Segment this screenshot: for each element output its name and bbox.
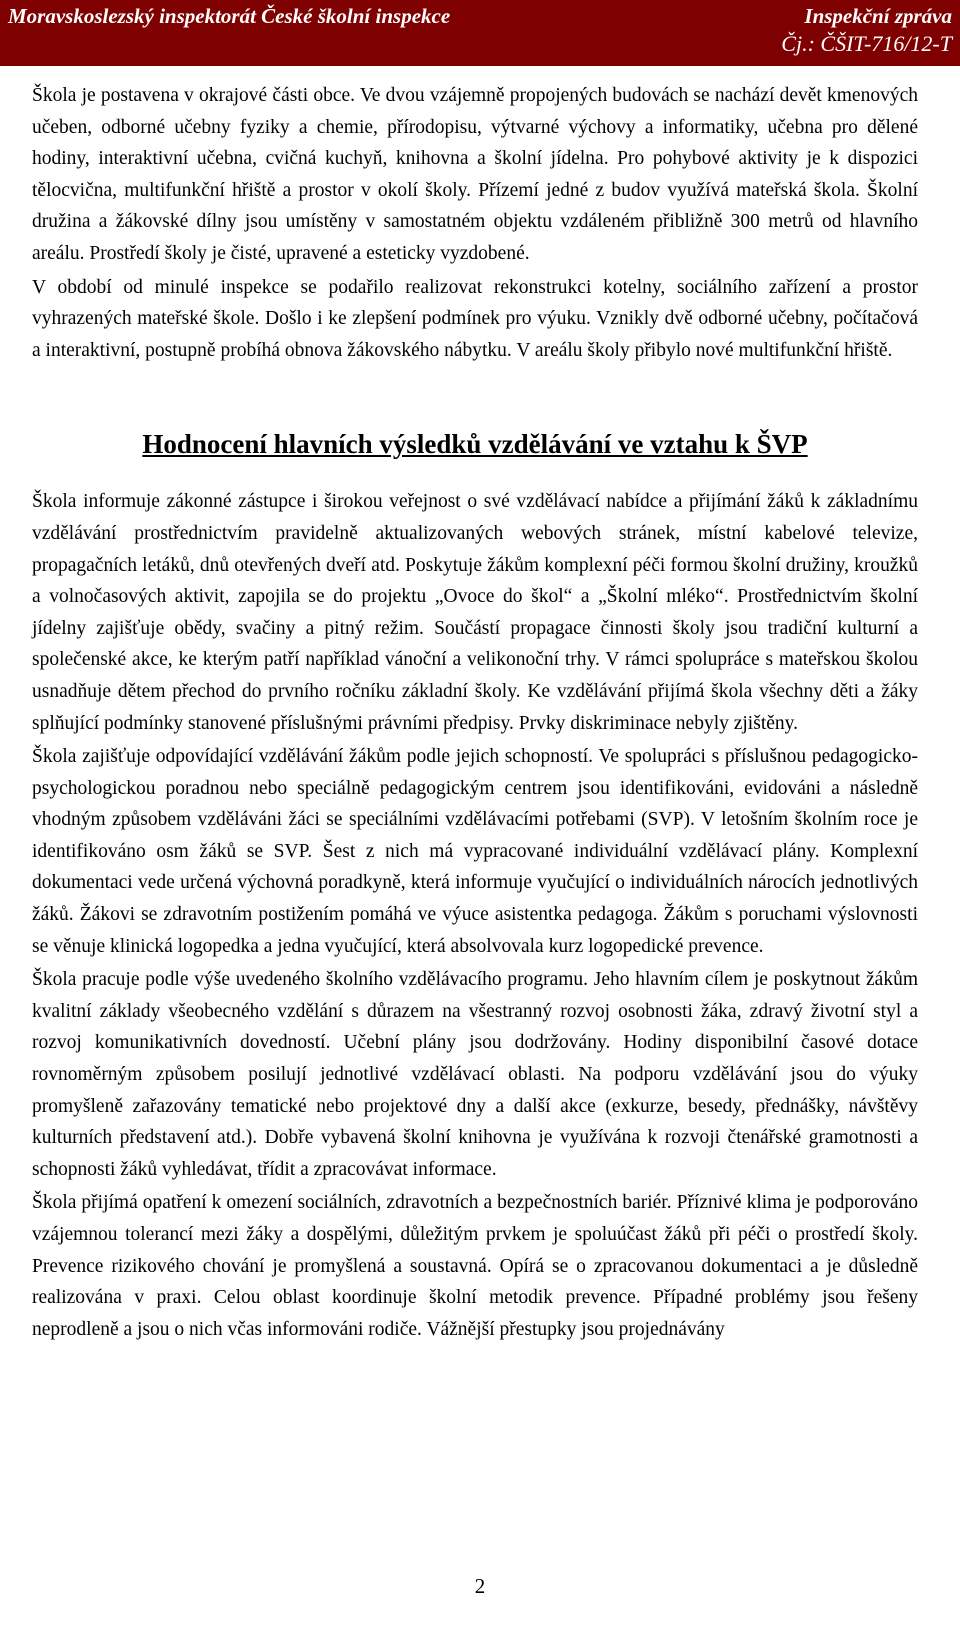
paragraph: Škola přijímá opatření k omezení sociálních, zdravotních a bezpečnostních bariér. Příznivé klima je podporováno vzájemnou tolerancí mezi žáky a dospělými, důležitým prvkem je spoluúčast žáků při péči o prostředí školy. Prevence rizikového chování je promyšlená a soustavná. Opírá se o zpracovanou dokumentaci a je důsledně realizována v praxi. Celou oblast koordinuje školní metodik prevence. Případné problémy jsou řešeny neprodleně a jsou o nich včas informováni rodiče. Vážnější přestupky jsou projednávány [32,1192,918,1340]
header-institution: Moravskoslezský inspektorát České školní inspekce [8,4,451,28]
paragraph: Škola pracuje podle výše uvedeného školního vzdělávacího programu. Jeho hlavním cílem je poskytnout žákům kvalitní základy všeobecného vzdělání s důrazem na všestranný rozvoj osobnosti žáka, zdravý životní styl a rozvoj komunikativních dovedností. Učební plány jsou dodržovány. Hodiny disponibilní časové dotace rovnoměrným způsobem posilují jednotlivé vzdělávací oblasti. Na podporu vzdělávání jsou do výuky promyšleně zařazovány tematické nebo projektové dny a další akce (exkurze, besedy, přednášky, návštěvy kulturních představení atd.). Dobře vybavená školní knihovna je využívána k rozvoji čtenářské gramotnosti a schopnosti žáků vyhledávat, třídit a zpracovávat informace. [32,969,918,1180]
paragraph: Škola zajišťuje odpovídající vzdělávání žákům podle jejich schopností. Ve spolupráci s příslušnou pedagogicko-psychologickou poradnou nebo speciálně pedagogickým centrem jsou identifikováni, evidováni a následně vhodným způsobem vzděláváni žáci se speciálními vzdělávacími potřebami (SVP). V letošním školním roce je identifikováno osm žáků se SVP. Šest z nich má vypracované individuální vzdělávací plány. Komplexní dokumentaci vede určená výchovná poradkyně, která informuje vyučující o individuálních nárocích jednotlivých žáků. Žákovi se zdravotním postižením pomáhá ve výuce asistentka pedagoga. Žákům s poruchami výslovnosti se věnuje klinická logopedka a jedna vyučující, která absolvovala kurz logopedické prevence. [32,746,918,957]
header-reference-number: Čj.: ČŠIT-716/12-T [781,31,952,56]
paragraph: Škola informuje zákonné zástupce i širokou veřejnost o své vzdělávací nabídce a přijímání žáků k základnímu vzdělávání prostřednictvím pravidelně aktualizovaných webových stránek, místní kabelové televize, propagačních letáků, dnů otevřených dveří atd. Poskytuje žákům komplexní péči formou školní družiny, kroužků a volnočasových aktivit, zapojila se do projektu „Ovoce do škol“ a „Školní mléko“. Prostřednictvím školní jídelny zajišťuje obědy, svačiny a pitný režim. Součástí propagace činnosti školy jsou tradiční kulturní a společenské akce, ke kterým patří například vánoční a velikonoční trhy. V rámci spolupráce s mateřskou školou usnadňuje dětem přechod do prvního ročníku základní školy. Ke vzdělávání přijímá škola všechny děti a žáky splňující podmínky stanovené příslušnými právními předpisy. Prvky diskriminace nebyly zjištěny. [32,491,918,734]
section-title: Hodnocení hlavních výsledků vzdělávání ve vztahu k ŠVP [142,429,808,460]
paragraph: Škola je postavena v okrajové části obce. Ve dvou vzájemně propojených budovách se nachází devět kmenových učeben, odborné učebny fyziky a chemie, přírodopisu, výtvarné výchovy a informatiky, učebna pro dělené hodiny, interaktivní učebna, cvičná kuchyň, knihovna a školní jídelna. Pro pohybové aktivity je k dispozici tělocvična, multifunkční hřiště a prostor v okolí školy. Přízemí jedné z budov využívá mateřská škola. Školní družina a žákovské dílny jsou umístěny v samostatném objektu vzdáleném přibližně 300 metrů od hlavního areálu. Prostředí školy je čisté, upravené a esteticky vyzdobené. [32,85,918,264]
paragraph: V období od minulé inspekce se podařilo realizovat rekonstrukci kotelny, sociálního zařízení a prostor vyhrazených mateřské škole. Došlo i ke zlepšení podmínek pro výuku. Vznikly dvě odborné učebny, počítačová a interaktivní, postupně probíhá obnova žákovského nábytku. V areálu školy přibylo nové multifunkční hřiště. [32,276,918,361]
page-number: 2 [474,1574,486,1598]
header-report-info [781,4,952,57]
page-header [0,0,960,66]
header-report-title: Inspekční zpráva [804,4,952,28]
document-body [32,80,918,1347]
